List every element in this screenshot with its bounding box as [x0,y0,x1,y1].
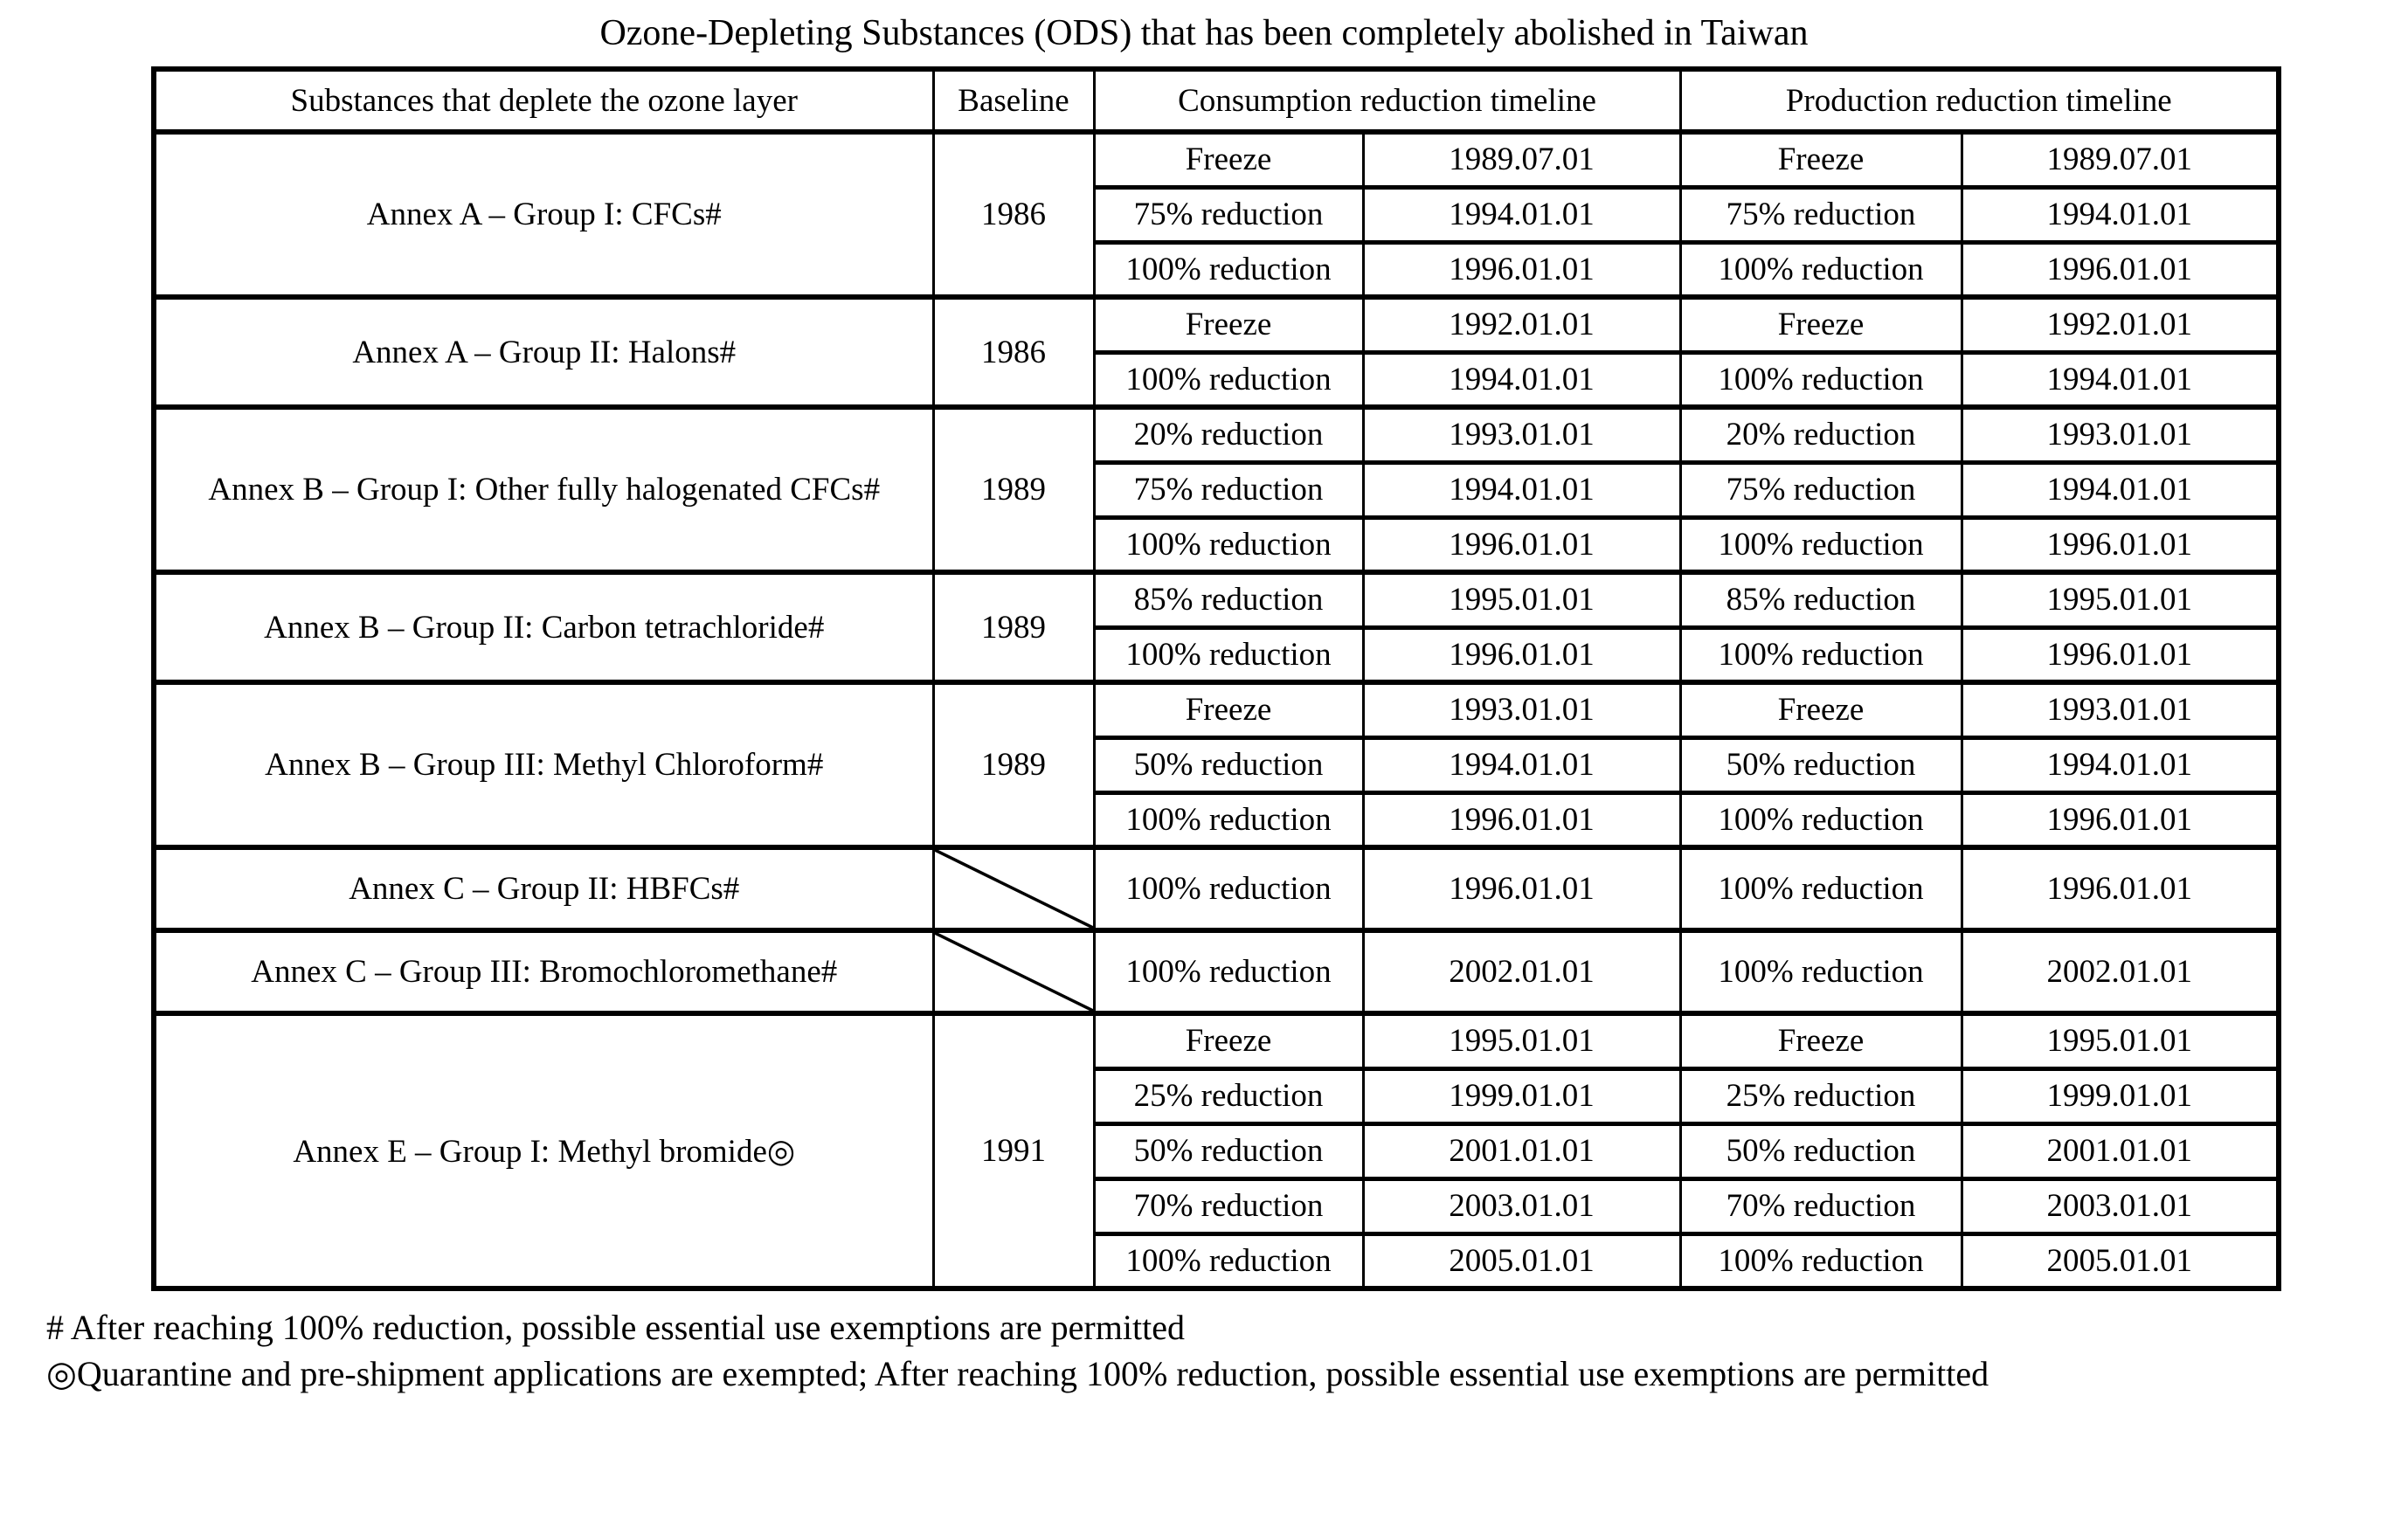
production-step-cell: 100% reduction [1680,847,1962,930]
production-step-cell: 100% reduction [1680,352,1962,407]
substance-cell: Annex B – Group I: Other fully halogenated CFCs# [154,407,933,572]
production-date-cell: 1996.01.01 [1962,627,2279,682]
table-row [154,682,2279,737]
consumption-step-cell: 100% reduction [1094,930,1363,1013]
production-step-cell: 100% reduction [1680,930,1962,1013]
footnote-hash: # After reaching 100% reduction, possible essential use exemptions are permitted [46,1308,1185,1347]
consumption-step-cell: 100% reduction [1094,352,1363,407]
production-date-cell: 2005.01.01 [1962,1233,2279,1288]
production-date-cell: 1994.01.01 [1962,352,2279,407]
production-step-cell: Freeze [1680,682,1962,737]
diagonal-line [935,850,1093,928]
production-date-cell: 1992.01.01 [1962,297,2279,352]
consumption-date-cell: 1994.01.01 [1363,462,1680,517]
baseline-cell: 1989 [933,407,1094,572]
consumption-step-cell: 75% reduction [1094,187,1363,242]
baseline-cell: 1986 [933,297,1094,407]
header-production-timeline: Production reduction timeline [1680,69,2279,132]
substance-cell: Annex B – Group II: Carbon tetrachloride# [154,572,933,682]
consumption-date-cell: 1996.01.01 [1363,517,1680,572]
production-step-cell: 100% reduction [1680,242,1962,297]
baseline-cell: 1991 [933,1013,1094,1288]
consumption-date-cell: 2001.01.01 [1363,1123,1680,1178]
consumption-date-cell: 1994.01.01 [1363,737,1680,792]
baseline-cell: 1989 [933,682,1094,847]
consumption-date-cell: 1993.01.01 [1363,407,1680,462]
consumption-step-cell: Freeze [1094,132,1363,187]
production-date-cell: 1999.01.01 [1962,1068,2279,1123]
consumption-date-cell: 1989.07.01 [1363,132,1680,187]
baseline-cell: 1989 [933,572,1094,682]
production-date-cell: 2001.01.01 [1962,1123,2279,1178]
footnote-double-circle: ◎Quarantine and pre-shipment applications are exempted; After reaching 100% reduction, possible essential use exemptions are permitted [46,1353,1989,1393]
production-date-cell: 1994.01.01 [1962,187,2279,242]
substance-cell: Annex A – Group I: CFCs# [154,132,933,297]
consumption-date-cell: 1996.01.01 [1363,792,1680,847]
table-row [154,1013,2279,1068]
production-date-cell: 1996.01.01 [1962,847,2279,930]
header-baseline: Baseline [933,69,1094,132]
consumption-step-cell: Freeze [1094,682,1363,737]
consumption-step-cell: 25% reduction [1094,1068,1363,1123]
baseline-cell-not-applicable [933,930,1094,1013]
consumption-date-cell: 2002.01.01 [1363,930,1680,1013]
consumption-step-cell: 70% reduction [1094,1178,1363,1233]
substance-cell: Annex C – Group II: HBFCs# [154,847,933,930]
consumption-step-cell: 100% reduction [1094,792,1363,847]
baseline-cell: 1986 [933,132,1094,297]
consumption-date-cell: 1993.01.01 [1363,682,1680,737]
consumption-date-cell: 1994.01.01 [1363,187,1680,242]
table-row [154,572,2279,627]
table-row [154,132,2279,187]
table-row [154,407,2279,462]
production-date-cell: 1995.01.01 [1962,572,2279,627]
consumption-step-cell: 85% reduction [1094,572,1363,627]
production-step-cell: Freeze [1680,132,1962,187]
diagonal-line [935,933,1093,1011]
substance-cell: Annex C – Group III: Bromochloromethane# [154,930,933,1013]
production-step-cell: 100% reduction [1680,1233,1962,1288]
consumption-step-cell: 75% reduction [1094,462,1363,517]
production-step-cell: 50% reduction [1680,737,1962,792]
consumption-step-cell: 20% reduction [1094,407,1363,462]
production-step-cell: 75% reduction [1680,187,1962,242]
table-row [154,847,2279,930]
production-date-cell: 1993.01.01 [1962,682,2279,737]
production-date-cell: 1994.01.01 [1962,462,2279,517]
consumption-date-cell: 1999.01.01 [1363,1068,1680,1123]
consumption-date-cell: 1994.01.01 [1363,352,1680,407]
consumption-date-cell: 1992.01.01 [1363,297,1680,352]
ods-table [151,66,2281,1291]
production-date-cell: 1996.01.01 [1962,517,2279,572]
production-date-cell: 1995.01.01 [1962,1013,2279,1068]
consumption-step-cell: 100% reduction [1094,242,1363,297]
consumption-step-cell: 100% reduction [1094,517,1363,572]
page-title: Ozone-Depleting Substances (ODS) that has been completely abolished in Taiwan [599,13,1809,53]
consumption-date-cell: 1996.01.01 [1363,627,1680,682]
production-step-cell: Freeze [1680,1013,1962,1068]
consumption-date-cell: 1995.01.01 [1363,1013,1680,1068]
consumption-step-cell: 100% reduction [1094,1233,1363,1288]
production-step-cell: 100% reduction [1680,517,1962,572]
consumption-step-cell: 50% reduction [1094,737,1363,792]
consumption-date-cell: 2005.01.01 [1363,1233,1680,1288]
production-date-cell: 2002.01.01 [1962,930,2279,1013]
production-step-cell: 50% reduction [1680,1123,1962,1178]
header-row [154,69,2279,132]
consumption-date-cell: 2003.01.01 [1363,1178,1680,1233]
substance-cell: Annex A – Group II: Halons# [154,297,933,407]
table-row [154,297,2279,352]
production-date-cell: 1993.01.01 [1962,407,2279,462]
header-consumption-timeline: Consumption reduction timeline [1094,69,1680,132]
substance-cell: Annex B – Group III: Methyl Chloroform# [154,682,933,847]
consumption-step-cell: Freeze [1094,297,1363,352]
table-row [154,930,2279,1013]
baseline-cell-not-applicable [933,847,1094,930]
consumption-step-cell: 50% reduction [1094,1123,1363,1178]
ods-table-body [154,132,2279,1288]
header-substances: Substances that deplete the ozone layer [154,69,933,132]
production-step-cell: Freeze [1680,297,1962,352]
production-date-cell: 1994.01.01 [1962,737,2279,792]
consumption-date-cell: 1996.01.01 [1363,242,1680,297]
production-step-cell: 75% reduction [1680,462,1962,517]
consumption-step-cell: 100% reduction [1094,847,1363,930]
production-date-cell: 2003.01.01 [1962,1178,2279,1233]
production-date-cell: 1996.01.01 [1962,792,2279,847]
footnotes [46,1305,2408,1398]
production-step-cell: 100% reduction [1680,627,1962,682]
production-step-cell: 70% reduction [1680,1178,1962,1233]
production-step-cell: 25% reduction [1680,1068,1962,1123]
consumption-step-cell: Freeze [1094,1013,1363,1068]
production-date-cell: 1996.01.01 [1962,242,2279,297]
production-step-cell: 85% reduction [1680,572,1962,627]
substance-cell: Annex E – Group I: Methyl bromide◎ [154,1013,933,1288]
consumption-date-cell: 1995.01.01 [1363,572,1680,627]
production-step-cell: 100% reduction [1680,792,1962,847]
consumption-step-cell: 100% reduction [1094,627,1363,682]
consumption-date-cell: 1996.01.01 [1363,847,1680,930]
production-date-cell: 1989.07.01 [1962,132,2279,187]
production-step-cell: 20% reduction [1680,407,1962,462]
